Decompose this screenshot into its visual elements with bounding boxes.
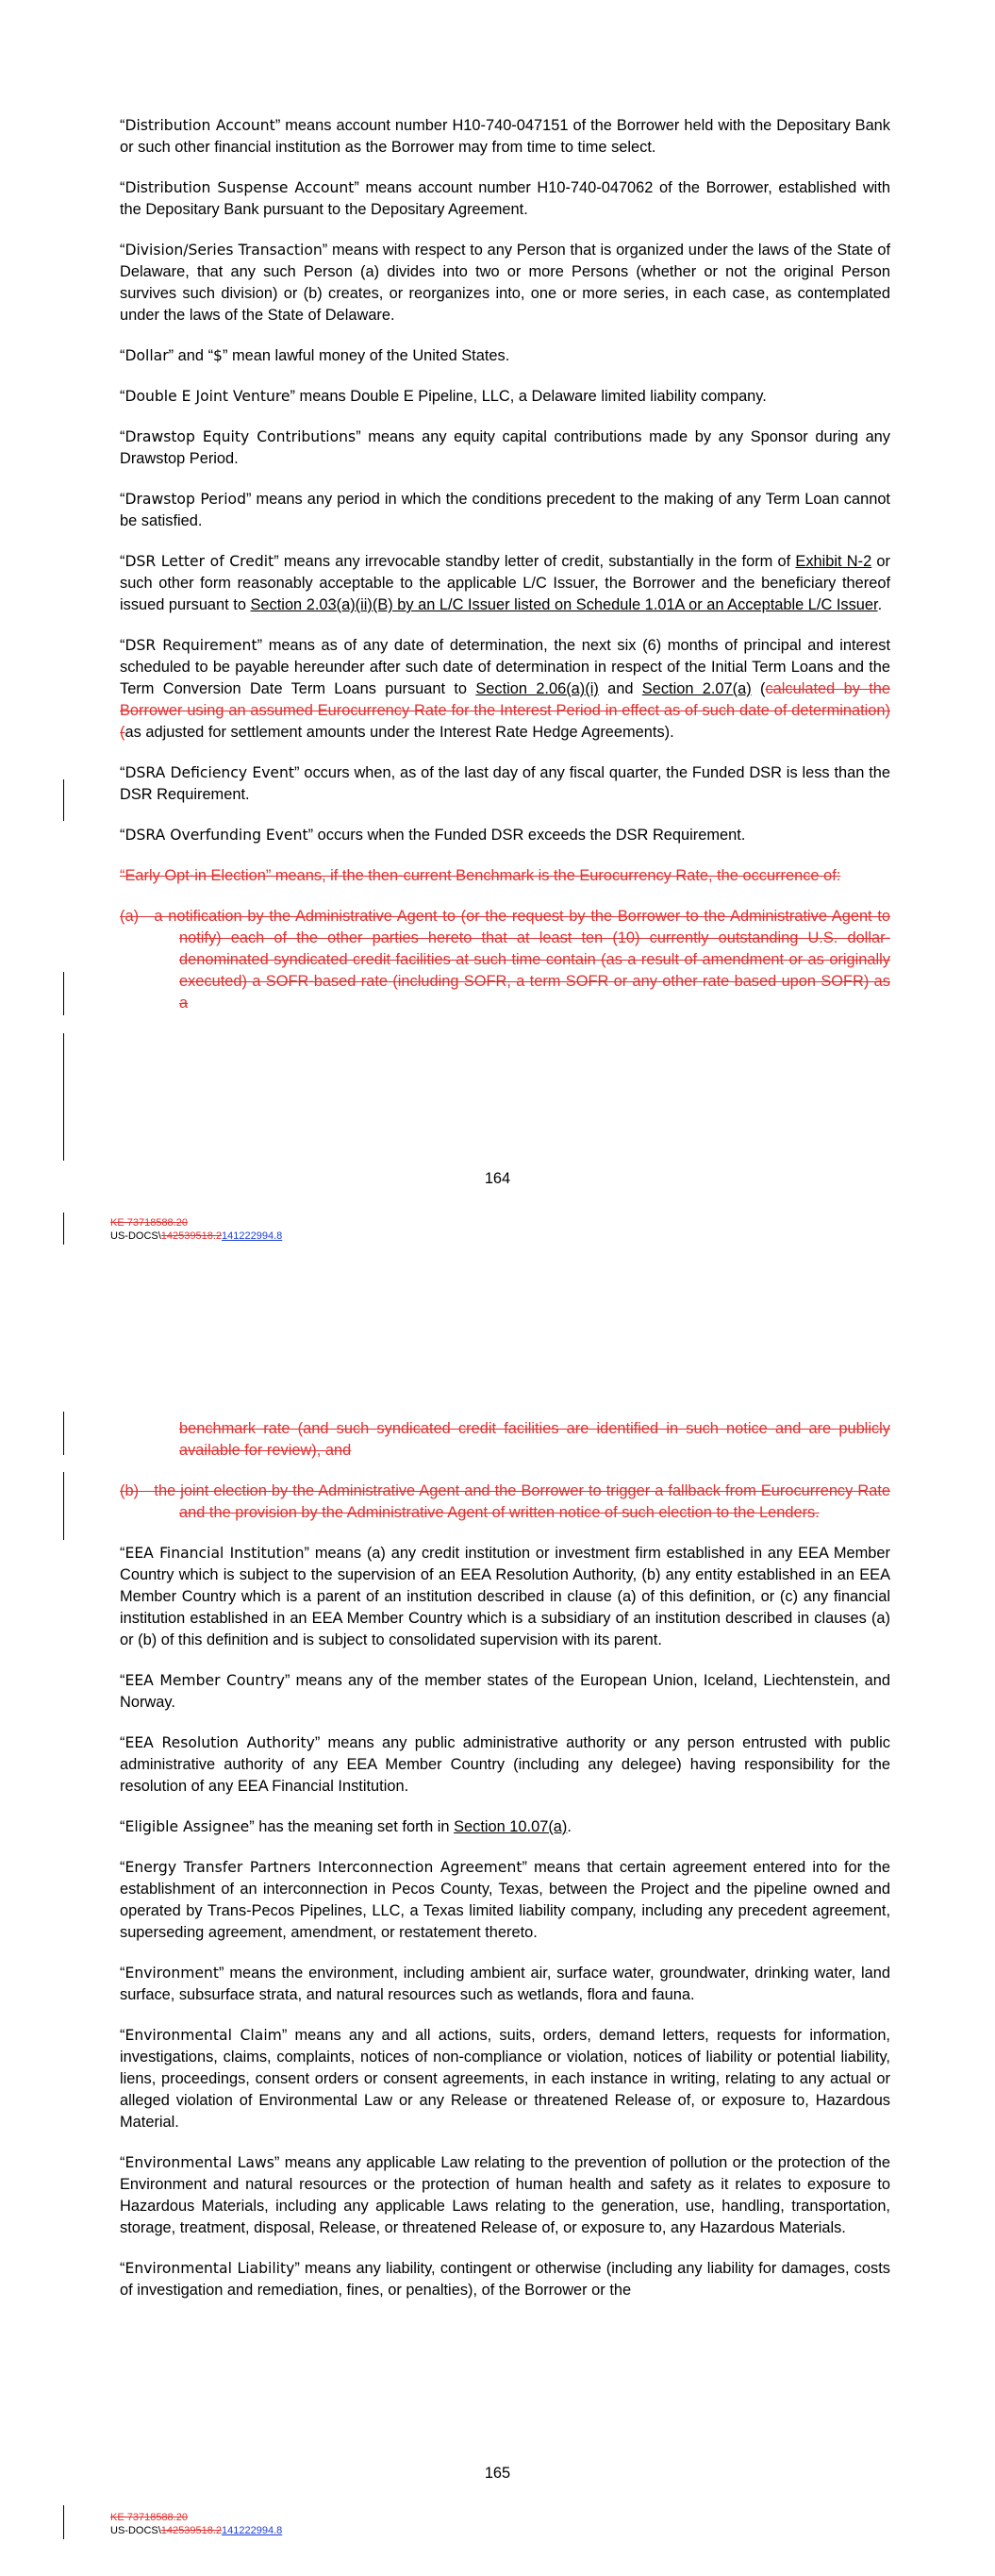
definition-eligible-assignee: “Eligible Assignee” has the meaning set forth in Section 10.07(a). bbox=[120, 1818, 572, 1835]
definition-division-series-transaction: “Division/Series Transaction” means with respect to any Person that is organized under the laws of the State of Delaware, that any such Person (a) divides into two or more Persons (whether or not the original Person survives such division) or (b) creates, or reorganizes into, one or more series, in each case, as contemplated under the laws of the State of Delaware. bbox=[120, 242, 890, 324]
defined-term: DSRA Deficiency Event bbox=[124, 764, 295, 781]
cross-reference: Section 2.06(a)(i) bbox=[475, 680, 599, 697]
definition-eea-resolution-authority: “EEA Resolution Authority” means any public administrative authority or any person entrusted with public administrative authority of any EEA Member Country (including any delegee) having responsibility for the resolution of any EEA Financial Institution. bbox=[120, 1734, 890, 1795]
definition-distribution-account: “Distribution Account” means account number H10-740-047151 of the Borrower held with the Depositary Bank or such other financial institution as the Borrower may from time to time select. bbox=[120, 117, 890, 156]
definition-environmental-claim: “Environmental Claim” means any and all actions, suits, orders, demand letters, requests for information, investigations, claims, complaints, notices of non-compliance or violation, notices of liability or potential liability, liens, proceedings, consent orders or consent agreements, in each instance in writing, relating to any actual or alleged violation of Environmental Law or any Release or threatened Release of, or exposure to, Hazardous Material. bbox=[120, 2027, 890, 2131]
document-footer bbox=[110, 2511, 282, 2537]
page-165 bbox=[0, 1288, 995, 2576]
defined-term: Double E Joint Venture bbox=[124, 388, 290, 405]
definition-dsra-overfunding-event: “DSRA Overfunding Event” occurs when the Funded DSR exceeds the DSR Requirement. bbox=[120, 827, 746, 844]
footer-doc-id: US-DOCS\142539518.2141222994.8 bbox=[110, 2525, 283, 2536]
defined-term: Drawstop Equity Contributions bbox=[124, 428, 357, 445]
defined-term: Drawstop Period bbox=[124, 491, 246, 508]
definition-environmental-laws: “Environmental Laws” means any applicable Law relating to the prevention of pollution or the protection of the Environment and natural resources or the protection of human health and safety as it relates to exposure to Hazardous Materials, including any applicable Laws relating to the generation, use, handling, transportation, storage, treatment, disposal, Release, or threatened Release of, or exposure to, any Hazardous Materials. bbox=[120, 2154, 891, 2236]
footer-deleted-ref: KE 73718588.20 bbox=[110, 2512, 188, 2523]
cross-reference: Exhibit N-2 bbox=[795, 553, 872, 570]
defined-term: EEA Financial Institution bbox=[124, 1545, 305, 1562]
document-body bbox=[120, 115, 890, 1033]
change-bar bbox=[63, 972, 64, 1015]
defined-term: EEA Resolution Authority bbox=[124, 1734, 315, 1751]
defined-term: EEA Member Country bbox=[124, 1672, 286, 1689]
defined-term: Environmental Laws bbox=[124, 2154, 274, 2171]
defined-term: DSRA Overfunding Event bbox=[124, 827, 308, 844]
deleted-clause-b: (b) the joint election by the Administrative Agent and the Borrower to trigger a fallback from Eurocurrency Rate and the provision by the Administrative Agent of written notice of such election to the Lenders. bbox=[120, 1482, 890, 1521]
change-bar bbox=[63, 2505, 64, 2539]
definition-dsr-letter-of-credit: “DSR Letter of Credit” means any irrevocable standby letter of credit, substantially in the form of Exhibit N-2 or such other form reasonably acceptable to the applicable L/C Issuer, the Borrower and the beneficiary thereof issued pursuant to Section 2.03(a)(ii)(B) by an L/C Issuer listed on Schedule 1.01A or an Acceptable L/C Issuer. bbox=[120, 553, 890, 613]
defined-term: Environmental Liability bbox=[124, 2260, 295, 2277]
defined-term: $ bbox=[213, 347, 223, 364]
defined-term: Distribution Account bbox=[124, 117, 275, 134]
defined-term: Division/Series Transaction bbox=[124, 242, 323, 259]
defined-term: Eligible Assignee bbox=[124, 1818, 250, 1835]
cross-reference: Section 10.07(a) bbox=[454, 1818, 568, 1835]
deleted-text: calculated by the Borrower using an assumed Eurocurrency Rate for the Interest Period in effect as of such date of determination) ( bbox=[120, 680, 890, 741]
defined-term: DSR Requirement bbox=[124, 637, 257, 654]
definition-double-e-joint-venture: “Double E Joint Venture” means Double E Pipeline, LLC, a Delaware limited liability company. bbox=[120, 388, 767, 405]
definition-distribution-suspense-account: “Distribution Suspense Account” means account number H10-740-047062 of the Borrower, established with the Depositary Bank pursuant to the Depositary Agreement. bbox=[120, 179, 890, 218]
cross-reference: Section 2.03(a)(ii)(B) by an L/C Issuer listed on Schedule 1.01A or an Acceptable L/C Issuer bbox=[250, 596, 878, 613]
definition-eea-financial-institution: “EEA Financial Institution” means (a) any credit institution or investment firm established in any EEA Member Country which is subject to the supervision of an EEA Resolution Authority, (b) any entity established in an EEA Member Country which is a parent of an institution described in clause (a) of this definition, or (c) any financial institution established in an EEA Member Country which is a subsidiary of an institution described in clauses (a) or (b) of this definition and is subject to consolidated supervision with its parent. bbox=[120, 1545, 890, 1648]
definition-drawstop-equity-contributions: “Drawstop Equity Contributions” means any equity capital contributions made by any Sponsor during any Drawstop Period. bbox=[120, 428, 890, 467]
defined-term: Energy Transfer Partners Interconnection Agreement bbox=[124, 1859, 522, 1876]
footer-doc-id: US-DOCS\142539518.2141222994.8 bbox=[110, 1230, 283, 1242]
definition-environment: “Environment” means the environment, including ambient air, surface water, groundwater, drinking water, land surface, subsurface strata, and natural resources such as wetlands, flora and fauna. bbox=[120, 1965, 890, 2003]
definition-dsra-deficiency-event: “DSRA Deficiency Event” occurs when, as of the last day of any fiscal quarter, the Funded DSR is less than the DSR Requirement. bbox=[120, 764, 890, 803]
document-body bbox=[120, 1418, 890, 2320]
deleted-clause-a: (a) a notification by the Administrative Agent to (or the request by the Borrower to the Administrative Agent to notify) each of the other parties hereto that at least ten (10) currently outstanding U.S. dollar-denominated syndicated credit facilities at such time contain (as a result of amendment or as originally executed) a SOFR-based rate (including SOFR, a term SOFR or any other rate based upon SOFR) as a bbox=[120, 908, 890, 1012]
page-number: 164 bbox=[484, 1170, 511, 1187]
defined-term: Environmental Claim bbox=[124, 2027, 282, 2044]
change-bar bbox=[63, 779, 64, 821]
definition-eea-member-country: “EEA Member Country” means any of the member states of the European Union, Iceland, Liechtenstein, and Norway. bbox=[120, 1672, 890, 1711]
definition-energy-transfer-interconnection-agreement: “Energy Transfer Partners Interconnection Agreement” means that certain agreement entered into for the establishment of an interconnection in Pecos County, Texas, between the Project and the pipeline owned and operated by Trans-Pecos Pipelines, LLC, a Texas limited liability company, including any precedent agreement, superseding agreement, amendment, or restatement thereto. bbox=[120, 1859, 890, 1941]
page-number: 165 bbox=[484, 2465, 511, 2482]
defined-term: Dollar bbox=[124, 347, 169, 364]
deleted-clause-a-continued: benchmark rate (and such syndicated credit facilities are identified in such notice and are publicly available for review), and bbox=[179, 1420, 890, 1459]
change-bar bbox=[63, 1412, 64, 1455]
defined-term: Distribution Suspense Account bbox=[124, 179, 355, 196]
cross-reference: Section 2.07(a) bbox=[641, 680, 752, 697]
deleted-definition-early-opt-in-election: “Early Opt-in Election” means, if the then-current Benchmark is the Eurocurrency Rate, the occurrence of: bbox=[120, 867, 841, 884]
definition-drawstop-period: “Drawstop Period” means any period in which the conditions precedent to the making of any Term Loan cannot be satisfied. bbox=[120, 491, 890, 529]
change-bar bbox=[63, 1033, 64, 1161]
change-bar bbox=[63, 1472, 64, 1540]
definition-environmental-liability: “Environmental Liability” means any liability, contingent or otherwise (including any liability for damages, costs of investigation and remediation, fines, or penalties), of the Borrower or the bbox=[120, 2260, 890, 2299]
change-bar bbox=[63, 1213, 64, 1245]
definition-dsr-requirement: “DSR Requirement” means as of any date of determination, the next six (6) months of principal and interest scheduled to be payable hereunder after such date of determination in respect of the Initial Term Loans and the Term Conversion Date Term Loans pursuant to Section 2.06(a)(i) and Section 2.07(a) (calculated by the Borrower using an assumed Eurocurrency Rate for the Interest Period in effect as of such date of determination) (as adjusted for settlement amounts under the Interest Rate Hedge Agreements). bbox=[120, 637, 890, 741]
defined-term: Environment bbox=[124, 1965, 220, 1982]
defined-term: DSR Letter of Credit bbox=[124, 553, 274, 570]
footer-deleted-ref: KE 73718588.20 bbox=[110, 1217, 188, 1229]
definition-dollar: “Dollar” and “$” mean lawful money of the United States. bbox=[120, 347, 510, 364]
document-footer bbox=[110, 1216, 282, 1243]
